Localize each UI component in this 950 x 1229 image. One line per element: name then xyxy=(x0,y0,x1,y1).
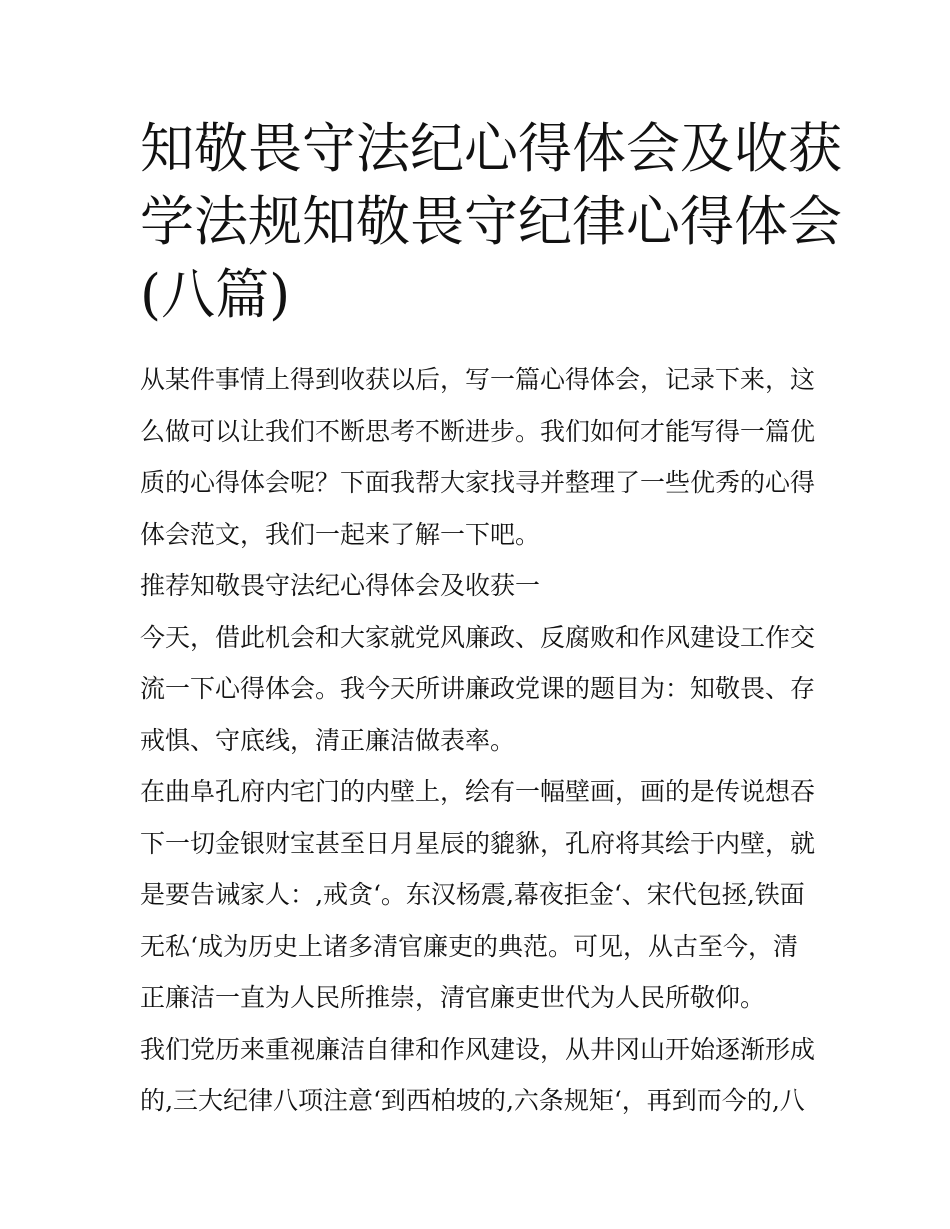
title-line-1: 知敬畏守法纪心得体会及收获 xyxy=(140,117,842,180)
intro-paragraph-line: 质的心得体会呢？下面我帮大家找寻并整理了一些优秀的心得 xyxy=(140,468,816,497)
document-title xyxy=(140,112,840,331)
intro-paragraph-line: 体会范文，我们一起来了解一下吧。 xyxy=(140,519,541,549)
intro-paragraph-line: 从某件事情上得到收获以后，写一篇心得体会，记录下来，这 xyxy=(140,365,816,394)
paragraph-line: 下一切金银财宝甚至日月星辰的貔貅，孔府将其绘于内壁，就 xyxy=(140,828,816,858)
paragraph-line: 流一下心得体会。我今天所讲廉政党课的题目为：知敬畏、存 xyxy=(140,674,816,703)
paragraph-line: 今天，借此机会和大家就党风廉政、反腐败和作风建设工作交 xyxy=(140,622,816,652)
paragraph-line: 我们党历来重视廉洁自律和作风建设，从井冈山开始逐渐形成 xyxy=(140,1034,816,1064)
paragraph-line: 是要告诫家人：‚戒贪‘。东汉杨震‚幕夜拒金‘、宋代包拯‚铁面 xyxy=(140,880,805,909)
section-heading: 推荐知敬畏守法纪心得体会及收获一 xyxy=(140,571,541,600)
document-body xyxy=(140,354,830,1127)
paragraph-line: 正廉洁一直为人民所推崇，清官廉吏世代为人民所敬仰。 xyxy=(140,983,766,1012)
paragraph-line: 在曲阜孔府内宅门的内壁上，绘有一幅壁画，画的是传说想吞 xyxy=(140,777,816,806)
title-line-3: (八篇) xyxy=(140,263,291,326)
paragraph-line: 的‚三大纪律八项注意‘到西柏坡的‚六条规矩‘，再到而今的‚八 xyxy=(140,1086,805,1115)
paragraph-line: 无私‘成为历史上诸多清官廉吏的典范。可见，从古至今，清 xyxy=(140,931,798,961)
intro-paragraph-line: 么做可以让我们不断思考不断进步。我们如何才能写得一篇优 xyxy=(140,416,816,446)
paragraph-line: 戒惧、守底线，清正廉洁做表率。 xyxy=(140,725,516,755)
title-line-2: 学法规知敬畏守纪律心得体会 xyxy=(140,190,842,253)
